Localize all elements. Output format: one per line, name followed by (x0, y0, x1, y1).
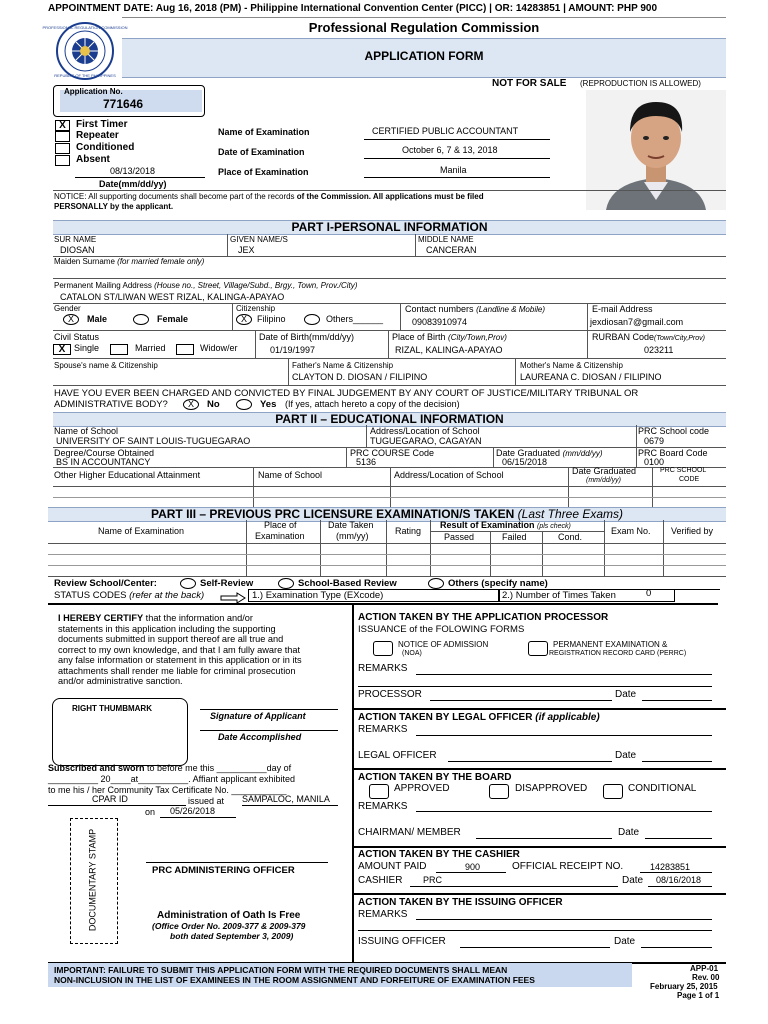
exam-date: October 6, 7 & 13, 2018 (402, 145, 498, 155)
school-code-label: PRC School code (638, 426, 710, 436)
school-value: UNIVERSITY OF SAINT LOUIS-TUGUEGARAO (56, 436, 251, 446)
school-location-value: TUGUEGARAO, CAGAYAN (370, 436, 482, 446)
amount-paid-label: AMOUNT PAID (358, 861, 427, 872)
exam-name-label: Name of Examination (218, 127, 310, 137)
amount-paid-value: 900 (465, 862, 481, 872)
times-taken: 0 (646, 588, 652, 599)
on-label: on (145, 807, 156, 817)
first-timer-label: First Timer (76, 119, 128, 130)
thumbmark-label: RIGHT THUMBMARK (72, 704, 152, 713)
col-rating: Rating (395, 526, 422, 536)
perrc-checkbox[interactable] (528, 641, 548, 656)
issuing-date-label: Date (614, 936, 636, 947)
col-passed: Passed (444, 532, 475, 542)
legal-title: ACTION TAKEN BY LEGAL OFFICER (if applicable) (358, 712, 600, 723)
others-citizenship-radio[interactable] (304, 314, 320, 325)
mailing-address-value: CATALON ST/LIWAN WEST RIZAL, KALINGA-APAYAO (60, 292, 285, 302)
citizenship-label: Citizenship (236, 304, 276, 313)
widow-checkbox[interactable] (176, 344, 194, 355)
degree-label: Degree/Course Obtained (54, 448, 155, 458)
part2-header: PART II – EDUCATIONAL INFORMATION (53, 412, 726, 427)
prc-seal (42, 21, 128, 81)
seal-bottom-text: REPUBLIC OF THE PHILIPPINES (54, 73, 116, 78)
filipino-label: Filipino (257, 314, 286, 324)
middle-name-value: CANCERAN (426, 245, 477, 255)
processor-label: PROCESSOR (358, 689, 422, 700)
status-code-1: 1.) Examination Type (EXcode) (252, 590, 384, 601)
form-code: APP-01 (690, 964, 719, 973)
school-review-label: School-Based Review (298, 578, 397, 589)
charged-no-radio[interactable]: X (183, 399, 199, 410)
father-label: Father's Name & Citizenship (292, 361, 394, 370)
disapproved-checkbox[interactable] (489, 784, 509, 799)
course-code-label: PRC COURSE Code (350, 448, 435, 458)
first-timer-checkbox[interactable]: X (55, 120, 70, 131)
notice-personally: PERSONALLY by the applicant. (54, 202, 174, 211)
absent-label: Absent (76, 154, 110, 165)
absent-checkbox[interactable] (55, 155, 70, 166)
repeater-checkbox[interactable] (55, 131, 70, 142)
status-code-2: 2.) Number of Times Taken (502, 590, 616, 601)
surname-value: DIOSAN (60, 245, 95, 255)
col-exam-no: Exam No. (611, 526, 651, 536)
charged-yes-radio[interactable] (236, 399, 252, 410)
school-review-radio[interactable] (278, 578, 294, 589)
mailing-address-label: Permanent Mailing Address (House no., Street, Village/Subd., Brgy., Town, Prov./City) (54, 281, 358, 290)
civil-status-label: Civil Status (54, 332, 100, 342)
application-no-label: Application No. (64, 87, 123, 96)
degree-value: BS IN ACCOUNTANCY (56, 457, 151, 467)
cashier-date-label: Date (622, 875, 644, 886)
other-code-label: PRC SCHOOL (660, 467, 707, 474)
self-review-label: Self-Review (200, 578, 254, 589)
col-exam-name: Name of Examination (98, 526, 185, 536)
form-rev: Rev. 00 (692, 973, 720, 982)
cashier-date-value: 08/16/2018 (656, 875, 702, 885)
course-code-value: 5136 (356, 457, 377, 467)
dob-label: Date of Birth(mm/dd/yy) (259, 332, 355, 342)
col-date-taken: Date Taken (328, 520, 374, 530)
email-value: jexdiosan7@gmail.com (590, 317, 684, 327)
charged-question-2: ADMINISTRATIVE BODY? (54, 399, 168, 410)
single-checkbox[interactable]: X (53, 344, 71, 355)
sworn-text-3: to me his / her Community Tax Certificate No. ___________ (48, 785, 287, 795)
exam-place-label: Place of Examination (218, 167, 309, 177)
conditional-label: CONDITIONAL (628, 783, 697, 794)
notice-text: NOTICE: All supporting documents shall become part of the records of the Commission. All applications must be filed (54, 192, 484, 201)
other-grad-note: (mm/dd/yy) (586, 477, 621, 484)
processor-date-label: Date (615, 689, 637, 700)
date-label: Date(mm/dd/yy) (99, 179, 167, 189)
other-code-label-2: CODE (679, 476, 700, 483)
processor-remarks-label: REMARKS (358, 663, 408, 674)
conditioned-checkbox[interactable] (55, 143, 70, 154)
exam-place: Manila (440, 165, 467, 175)
perrc-label-2: REGISTRATION RECORD CARD (PERRC) (549, 650, 687, 657)
conditioned-label: Conditioned (76, 142, 135, 153)
form-title: APPLICATION FORM (364, 49, 484, 63)
others-citizenship-label: Others______ (326, 314, 384, 324)
conditional-checkbox[interactable] (603, 784, 623, 799)
part1-header: PART I-PERSONAL INFORMATION (53, 220, 726, 235)
cashier-value: PRC (423, 875, 443, 885)
given-name-value: JEX (238, 245, 255, 255)
form-page: Page 1 of 1 (677, 991, 720, 1000)
issuing-title: ACTION TAKEN BY THE ISSUING OFFICER (358, 897, 563, 908)
other-location-label: Address/Location of School (394, 470, 504, 480)
contact-value: 09083910974 (412, 317, 468, 327)
other-education-label: Other Higher Educational Attainment (54, 470, 201, 480)
school-code-value: 0679 (644, 436, 665, 446)
noa-label: NOTICE OF ADMISSION (398, 640, 489, 649)
email-label: E-mail Address (592, 304, 653, 314)
seal-top-text: PROFESSIONAL REGULATION COMMISSION (42, 25, 128, 30)
on-date: 05/26/2018 (170, 806, 216, 816)
chairman-date-label: Date (618, 827, 640, 838)
self-review-radio[interactable] (180, 578, 196, 589)
contact-label: Contact numbers (Landline & Mobile) (405, 304, 545, 314)
board-code-value: 0100 (644, 457, 665, 467)
female-label: Female (157, 314, 189, 324)
noa-checkbox[interactable] (373, 641, 393, 656)
married-checkbox[interactable] (110, 344, 128, 355)
pob-value: RIZAL, KALINGA-APAYAO (395, 345, 503, 355)
exam-date-label: Date of Examination (218, 147, 305, 157)
signature-label: Signature of Applicant (210, 711, 306, 721)
part3-header: PART III – PREVIOUS PRC LICENSURE EXAMINATION/S TAKEN (Last Three Exams) (48, 507, 726, 522)
ctc-number: CPAR ID (92, 794, 128, 804)
processor-title: ACTION TAKEN BY THE APPLICATION PROCESSOR (358, 612, 609, 623)
other-school-label: Name of School (258, 470, 323, 480)
administering-officer-label: PRC ADMINISTERING OFFICER (152, 865, 295, 876)
rurban-value: 023211 (644, 345, 674, 355)
issuance-label: ISSUANCE of the FOLOWING FORMS (358, 624, 525, 635)
issuing-officer-label: ISSUING OFFICER (358, 936, 446, 947)
reproduction-note: (REPRODUCTION IS ALLOWED) (580, 79, 701, 88)
single-label: Single (74, 343, 100, 353)
surname-label: SUR NAME (54, 235, 97, 244)
charged-question: HAVE YOU EVER BEEN CHARGED AND CONVICTED BY FINAL JUDGEMENT BY ANY COURT OF JUSTICE/MILITARY TRIBUNAL OR (54, 388, 639, 399)
male-radio[interactable]: X (63, 314, 79, 325)
col-place-2: Examination (255, 531, 305, 541)
repeater-label: Repeater (76, 130, 119, 141)
grad-date-label: Date Graduated (mm/dd/yy) (496, 448, 603, 458)
cashier-title: ACTION TAKEN BY THE CASHIER (358, 849, 520, 860)
perrc-label: PERMANENT EXAMINATION & (553, 640, 668, 649)
arrow-icon (220, 590, 246, 600)
not-for-sale: NOT FOR SALE (492, 78, 567, 89)
sworn-text: Subscribed and sworn to before me this __________day of (48, 763, 292, 773)
legal-date-label: Date (615, 750, 637, 761)
legal-remarks-label: REMARKS (358, 724, 408, 735)
male-label: Male (87, 314, 108, 324)
commission-name: Professional Regulation Commission (308, 20, 540, 35)
noa-label-2: (NOA) (402, 650, 422, 657)
gender-label: Gender (54, 304, 81, 313)
school-location-label: Address/Location of School (370, 426, 480, 436)
issued-place: SAMPALOC, MANILA (242, 794, 330, 804)
approved-checkbox[interactable] (369, 784, 389, 799)
board-title: ACTION TAKEN BY THE BOARD (358, 772, 512, 783)
spouse-label: Spouse's name & Citizenship (54, 361, 158, 370)
mother-label: Mother's Name & Citizenship (520, 361, 623, 370)
status-codes-label: STATUS CODES (refer at the back) (54, 590, 205, 601)
oath-order-2: both dated September 3, 2009) (170, 931, 294, 941)
exam-name: CERTIFIED PUBLIC ACCOUNTANT (372, 126, 519, 136)
dob-value: 01/19/1997 (270, 345, 316, 355)
chairman-label: CHAIRMAN/ MEMBER (358, 827, 461, 838)
col-date-format: (mm/yy) (336, 531, 369, 541)
application-date: 08/13/2018 (110, 166, 156, 176)
cashier-label: CASHIER (358, 875, 403, 886)
receipt-value: 14283851 (650, 862, 691, 872)
sworn-text-2: __________ 20____at__________. Affiant applicant exhibited (48, 774, 296, 784)
charged-no-label: No (207, 399, 220, 410)
maiden-surname-label: Maiden Surname (for married female only) (54, 257, 205, 266)
given-name-label: GIVEN NAME/S (230, 235, 288, 244)
middle-name-label: MIDDLE NAME (418, 235, 474, 244)
col-failed: Failed (502, 532, 527, 542)
mother-value: LAUREANA C. DIOSAN / FILIPINO (520, 372, 662, 382)
charged-yes-note: (If yes, attach hereto a copy of the decision) (285, 399, 460, 409)
charged-yes-label: Yes (260, 399, 277, 410)
others-review-label: Others (specify name) (448, 578, 548, 589)
review-label: Review School/Center: (54, 578, 157, 589)
rurban-label: RURBAN Code(Town/City,Prov) (592, 332, 705, 342)
married-label: Married (135, 343, 166, 353)
col-verified: Verified by (671, 526, 714, 536)
col-cond: Cond. (558, 532, 583, 542)
legal-officer-label: LEGAL OFFICER (358, 750, 437, 761)
female-radio[interactable] (133, 314, 149, 325)
issuing-remarks-label: REMARKS (358, 909, 408, 920)
form-rev-date: February 25, 2015 (650, 982, 718, 991)
date-accomplished-label: Date Accomplished (218, 732, 302, 742)
documentary-stamp-label: DOCUMENTARY STAMP (87, 828, 98, 932)
others-review-radio[interactable] (428, 578, 444, 589)
father-value: CLAYTON D. DIOSAN / FILIPINO (292, 372, 428, 382)
pob-label: Place of Birth (City/Town,Prov) (392, 332, 507, 342)
application-number: 771646 (103, 97, 144, 111)
other-grad-label: Date Graduated (572, 466, 637, 476)
oath-free-label: Administration of Oath Is Free (157, 910, 301, 921)
board-remarks-label: REMARKS (358, 801, 408, 812)
receipt-label: OFFICIAL RECEIPT NO. (512, 861, 624, 872)
board-code-label: PRC Board Code (638, 448, 708, 458)
disapproved-label: DISAPPROVED (515, 783, 588, 794)
issued-at-label: issued at (188, 796, 225, 806)
important-notice-2: NON-INCLUSION IN THE LIST OF EXAMINEES IN THE ROOM ASSIGNMENT AND FORFEITURE OF EXAMINATION FEES (54, 975, 535, 985)
grad-date-value: 06/15/2018 (502, 457, 548, 467)
school-label: Name of School (54, 426, 119, 436)
certify-block: I HEREBY CERTIFY that the information and/or statements in this application including the supporting documents submitted in support thereof are all true and correct to my own knowledge, and that I am fully aware that any false information or statement in this application or in its attachments shall render me liable for criminal prosecution and/or administrative sanction. (58, 613, 302, 686)
widow-label: Widow/er (200, 343, 238, 353)
appointment-banner: APPOINTMENT DATE: Aug 16, 2018 (PM) - Philippine International Convention Center (PICC) | OR: 14283851 | AMOUNT: PHP 900 (48, 3, 658, 14)
filipino-radio[interactable]: X (236, 314, 252, 325)
col-result: Result of Examination (pls check) (440, 520, 571, 530)
approved-label: APPROVED (394, 783, 450, 794)
col-place-1: Place of (264, 520, 297, 530)
applicant-photo (586, 90, 726, 210)
oath-order-1: (Office Order No. 2009-377 & 2009-379 (152, 921, 306, 931)
important-notice-1: IMPORTANT: FAILURE TO SUBMIT THIS APPLICATION FORM WITH THE REQUIRED DOCUMENTS SHALL MEAN (54, 965, 508, 975)
